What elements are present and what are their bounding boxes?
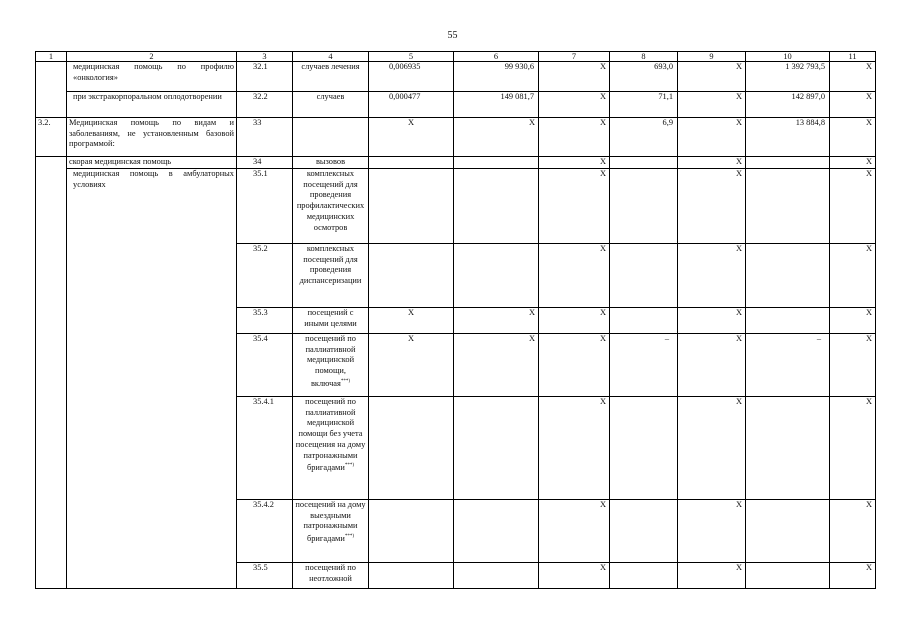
cell-value: Х xyxy=(539,92,610,118)
header-cell: 8 xyxy=(610,52,678,62)
row-unit xyxy=(293,500,369,563)
header-cell: 3 xyxy=(237,52,293,62)
row-number xyxy=(36,157,67,589)
cell-value: Х xyxy=(539,334,610,397)
cell-value: Х xyxy=(830,397,876,500)
cell-value xyxy=(454,157,539,169)
cell-value: Х xyxy=(830,563,876,589)
cell-value: Х xyxy=(454,308,539,334)
cell-value: Х xyxy=(678,244,746,308)
cell-value xyxy=(610,244,678,308)
cell-value: Х xyxy=(539,308,610,334)
cell-value: Х xyxy=(830,157,876,169)
cell-value: Х xyxy=(678,308,746,334)
cell-value: 99 930,6 xyxy=(454,62,539,92)
row-number xyxy=(36,62,67,118)
cell-value: 149 081,7 xyxy=(454,92,539,118)
cell-value xyxy=(610,157,678,169)
cell-value: Х xyxy=(539,500,610,563)
cell-value xyxy=(369,169,454,244)
row-code: 35.3 xyxy=(237,308,293,334)
cell-value: Х xyxy=(678,118,746,157)
header-cell: 4 xyxy=(293,52,369,62)
cell-value: Х xyxy=(369,118,454,157)
cell-value: Х xyxy=(830,62,876,92)
header-cell: 1 xyxy=(36,52,67,62)
row-code: 35.2 xyxy=(237,244,293,308)
cell-value xyxy=(746,308,830,334)
cell-value: Х xyxy=(678,334,746,397)
row-unit: случаев лечения xyxy=(293,62,369,92)
cell-value: Х xyxy=(830,308,876,334)
cell-value: Х xyxy=(678,563,746,589)
row-code: 34 xyxy=(237,157,293,169)
cell-value: 13 884,8 xyxy=(746,118,830,157)
cell-value: Х xyxy=(678,500,746,563)
row-code: 35.5 xyxy=(237,563,293,589)
row-unit-text: посещений по паллиативной медицинской помощи, включая xyxy=(305,334,356,388)
cell-value xyxy=(369,244,454,308)
header-cell: 11 xyxy=(830,52,876,62)
cell-value: 6,9 xyxy=(610,118,678,157)
row-unit: вызовов xyxy=(293,157,369,169)
cell-value xyxy=(369,397,454,500)
cell-value xyxy=(610,169,678,244)
cell-value: Х xyxy=(539,397,610,500)
cell-value xyxy=(746,169,830,244)
row-unit xyxy=(293,334,369,397)
cell-value: Х xyxy=(830,244,876,308)
cell-value xyxy=(746,397,830,500)
cell-value: Х xyxy=(454,118,539,157)
table-row xyxy=(36,118,876,157)
row-unit-text: посещений по паллиативной медицинской помощи без учета посещения на дому патронажными бригадами xyxy=(295,397,366,473)
footnote-mark: ***) xyxy=(344,463,354,469)
cell-value xyxy=(454,244,539,308)
cell-value xyxy=(746,500,830,563)
cell-value xyxy=(610,308,678,334)
cell-value: Х xyxy=(369,334,454,397)
cell-value: Х xyxy=(830,169,876,244)
cell-value: Х xyxy=(830,92,876,118)
row-code: 35.4.2 xyxy=(237,500,293,563)
cell-value: Х xyxy=(369,308,454,334)
footnote-mark: ***) xyxy=(344,534,354,540)
row-code: 35.4.1 xyxy=(237,397,293,500)
cell-value: Х xyxy=(539,157,610,169)
row-name: медицинская помощь в амбулаторных условиях xyxy=(67,169,237,589)
cell-value: 693,0 xyxy=(610,62,678,92)
row-name: скорая медицинская помощь xyxy=(67,157,237,169)
cell-value: – xyxy=(610,334,678,397)
header-cell: 2 xyxy=(67,52,237,62)
cell-value: 71,1 xyxy=(610,92,678,118)
cell-value: Х xyxy=(830,118,876,157)
row-unit: посещений по неотложной xyxy=(293,563,369,589)
cell-value: Х xyxy=(678,397,746,500)
header-cell: 10 xyxy=(746,52,830,62)
header-cell: 6 xyxy=(454,52,539,62)
cell-value xyxy=(610,397,678,500)
cell-value xyxy=(746,244,830,308)
cell-value: 0,000477 xyxy=(369,92,454,118)
cell-value: – xyxy=(746,334,830,397)
header-cell: 7 xyxy=(539,52,610,62)
row-code: 35.1 xyxy=(237,169,293,244)
cell-value: Х xyxy=(539,62,610,92)
cell-value: 142 897,0 xyxy=(746,92,830,118)
cell-value xyxy=(454,397,539,500)
row-unit xyxy=(293,118,369,157)
cell-value xyxy=(454,563,539,589)
cell-value xyxy=(610,563,678,589)
cell-value xyxy=(454,500,539,563)
footnote-mark: ***) xyxy=(340,378,351,384)
cell-value xyxy=(454,169,539,244)
row-code: 32.1 xyxy=(237,62,293,92)
cell-value xyxy=(369,500,454,563)
cell-value: Х xyxy=(830,334,876,397)
cell-value: 1 392 793,5 xyxy=(746,62,830,92)
cell-value: Х xyxy=(678,62,746,92)
table-row xyxy=(36,157,876,169)
cell-value xyxy=(746,563,830,589)
cell-value: Х xyxy=(678,169,746,244)
cell-value xyxy=(369,563,454,589)
cell-value: Х xyxy=(454,334,539,397)
cell-value: Х xyxy=(678,157,746,169)
row-name: медицинская помощь по профилю «онкология» xyxy=(67,62,237,92)
row-unit xyxy=(293,397,369,500)
header-row xyxy=(36,52,876,62)
cell-value: Х xyxy=(830,500,876,563)
header-cell: 9 xyxy=(678,52,746,62)
cell-value xyxy=(610,500,678,563)
row-code: 35.4 xyxy=(237,334,293,397)
page-number: 55 xyxy=(447,30,458,41)
header-cell: 5 xyxy=(369,52,454,62)
row-name: при экстракорпоральном оплодотворении xyxy=(67,92,237,118)
row-code: 32.2 xyxy=(237,92,293,118)
row-unit: посещений с иными целями xyxy=(293,308,369,334)
row-unit: случаев xyxy=(293,92,369,118)
row-unit: комплексных посещений для проведения профилактических медицинских осмотров xyxy=(293,169,369,244)
cell-value: Х xyxy=(539,169,610,244)
cell-value xyxy=(369,157,454,169)
table-row xyxy=(36,92,876,118)
cell-value: Х xyxy=(678,92,746,118)
cell-value: Х xyxy=(539,244,610,308)
row-name: Медицинская помощь по видам и заболеваниям, не установленным базовой программой: xyxy=(67,118,237,157)
cell-value: Х xyxy=(539,118,610,157)
cell-value xyxy=(746,157,830,169)
data-table xyxy=(35,51,876,589)
cell-value: 0,006935 xyxy=(369,62,454,92)
table-row xyxy=(36,169,876,244)
row-code: 33 xyxy=(237,118,293,157)
table-row xyxy=(36,62,876,92)
row-unit: комплексных посещений для проведения диспансеризации xyxy=(293,244,369,308)
cell-value: Х xyxy=(539,563,610,589)
row-number: 3.2. xyxy=(36,118,67,157)
row-unit-text: посещений на дому выездными патронажными бригадами xyxy=(295,500,366,543)
